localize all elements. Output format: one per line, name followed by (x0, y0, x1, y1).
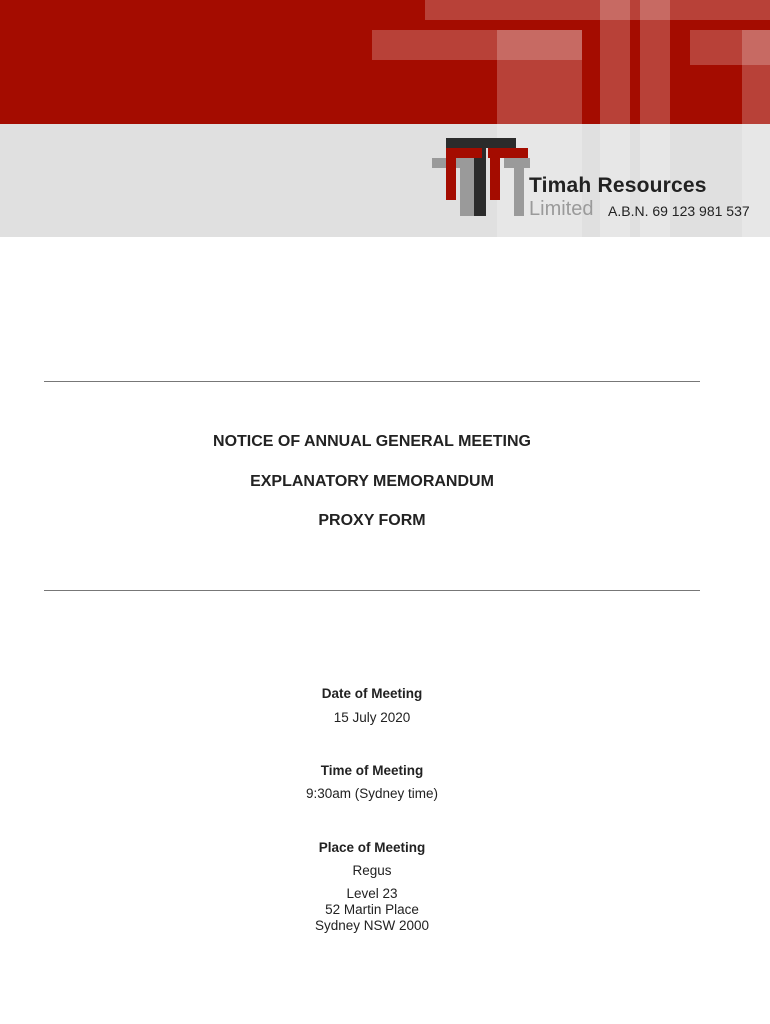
time-value: 9:30am (Sydney time) (305, 786, 439, 801)
time-label: Time of Meeting (320, 763, 424, 778)
proxy-form-title: PROXY FORM (318, 512, 426, 529)
triple-t-logo-icon (430, 134, 530, 220)
company-suffix: Limited (529, 198, 594, 220)
memorandum-title: EXPLANATORY MEMORANDUM (250, 473, 494, 490)
company-name: Timah Resources (529, 174, 707, 197)
header-banner (0, 0, 770, 237)
place-address-line: 52 Martin Place (325, 902, 419, 917)
place-venue: Regus (352, 863, 392, 878)
date-label: Date of Meeting (321, 686, 423, 701)
place-address-line: Sydney NSW 2000 (314, 918, 430, 933)
place-address-line: Level 23 (346, 886, 398, 901)
date-value: 15 July 2020 (333, 710, 411, 725)
notice-title: NOTICE OF ANNUAL GENERAL MEETING (213, 433, 531, 450)
abn-number: A.B.N. 69 123 981 537 (608, 203, 750, 219)
banner-decoration (0, 0, 770, 237)
place-label: Place of Meeting (318, 840, 426, 855)
divider-top (44, 381, 700, 382)
divider-bottom (44, 590, 700, 591)
